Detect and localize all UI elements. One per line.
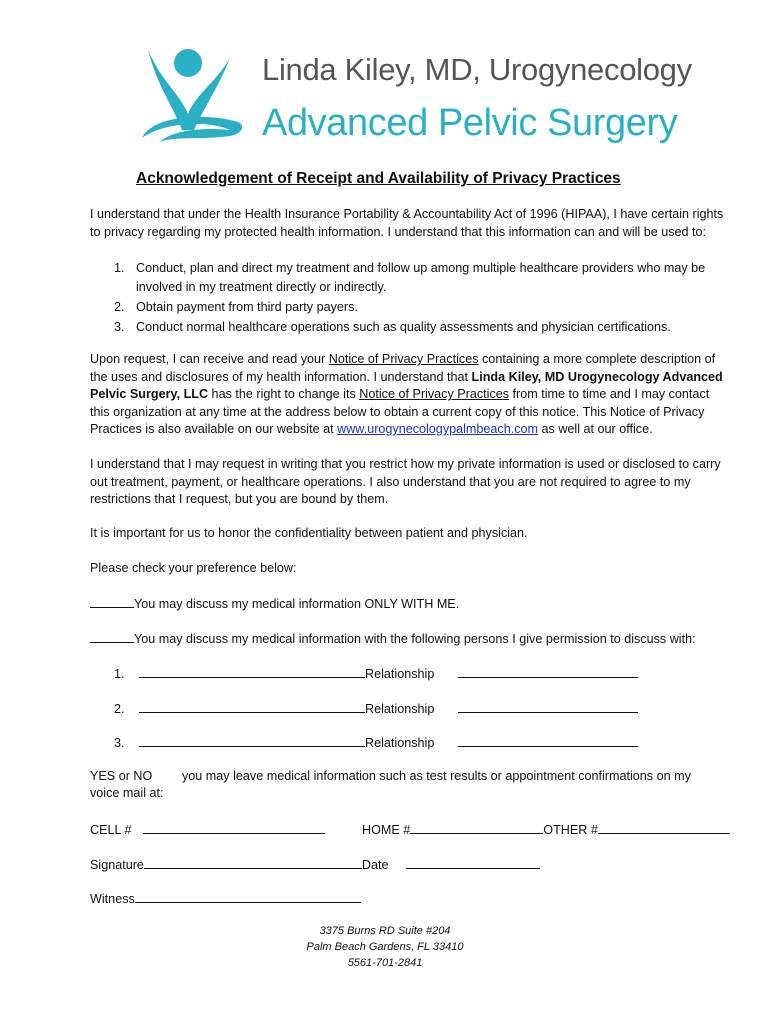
relationship-field[interactable]	[458, 734, 638, 747]
home-phone	[362, 821, 730, 837]
privacy-notice-paragraph: Upon request, I can receive and read your Notice of Privacy Practices containing a more complete description of the uses and disclosures of my health information. I understand that Linda Kiley, MD Urogynecology Advanced Pelvic Surgery, LLC has the right to change its Notice of Privacy Practices from time to time and I may contact this organization at any time at the address below to obtain a current copy of this notice. This Notice of Privacy Practices is also available on our website at www.urogynecologypalmbeach.com as well at our office.	[90, 352, 723, 436]
home-field[interactable]	[410, 821, 543, 834]
address-line-2: Palm Beach Gardens, FL 33410	[306, 941, 464, 953]
other-label: OTHER #	[543, 823, 598, 837]
privacy-notice-link[interactable]: Notice of Privacy Practices	[328, 352, 479, 366]
witness-label: Witness	[90, 892, 135, 906]
cell-label: CELL #	[90, 823, 132, 837]
list-item: 3. Conduct normal healthcare operations such as quality assessments and physician certifications.	[114, 320, 671, 334]
witness-row	[90, 890, 361, 906]
phone-row	[90, 821, 325, 837]
person-row: 2. Relationship	[114, 700, 638, 716]
relationship-field[interactable]	[458, 700, 638, 713]
date-field[interactable]	[406, 856, 540, 869]
list-item: 1. Conduct, plan and direct my treatment and follow up among multiple healthcare providers who may be involved in my treatment directly or indirectly.	[114, 261, 706, 294]
person-row: 3. Relationship	[114, 734, 638, 750]
option-only-me-checkline[interactable]	[90, 595, 134, 608]
signature-row	[90, 856, 540, 872]
voicemail-text-2: voice mail at:	[90, 786, 164, 800]
option-persons-checkline[interactable]	[90, 630, 134, 643]
signature-field[interactable]	[144, 856, 362, 869]
list-item: 2. Obtain payment from third party payers.	[114, 300, 358, 314]
practice-tagline: Advanced Pelvic Surgery	[262, 102, 678, 144]
witness-field[interactable]	[135, 890, 361, 903]
person-name-field[interactable]	[139, 700, 365, 713]
voicemail-yes-no[interactable]: YES or NO	[90, 769, 153, 783]
privacy-notice-link-2[interactable]: Notice of Privacy Practices	[359, 387, 510, 401]
intro-paragraph: I understand that under the Health Insurance Portability & Accountability Act of 1996 (HIPAA), I have certain rights to privacy regarding my protected health information. I understand that this information can and will be used to:	[90, 207, 724, 239]
relationship-field[interactable]	[458, 665, 638, 678]
website-link[interactable]: www.urogynecologypalmbeach.com	[337, 422, 539, 436]
practice-name: Linda Kiley, MD, Urogynecology	[262, 52, 692, 87]
person-row: 1. Relationship	[114, 665, 638, 681]
voicemail-text: you may leave medical information such as test results or appointment confirmations on my	[182, 769, 691, 783]
cell-field[interactable]	[143, 821, 325, 834]
preference-prompt: Please check your preference below:	[90, 561, 297, 575]
date-label: Date	[361, 858, 389, 872]
home-label: HOME #	[362, 823, 411, 837]
confidentiality-paragraph: It is important for us to honor the confidentiality between patient and physician.	[90, 526, 528, 540]
restrictions-paragraph: I understand that I may request in writing that you restrict how my private information is used or disclosed to carry out treatment, payment, or healthcare operations. I also understand that you are not required to agree to my restrictions that I request, but you are bound by them.	[90, 457, 721, 506]
person-name-field[interactable]	[139, 734, 365, 747]
other-field[interactable]	[598, 821, 730, 834]
option-only-me: You may discuss my medical information ONLY WITH ME.	[90, 595, 459, 611]
footer-phone: 5561-701-2841	[347, 957, 423, 969]
signature-label: Signature	[90, 858, 144, 872]
page-title: Acknowledgement of Receipt and Availability of Privacy Practices	[136, 170, 621, 187]
figure-meditation-logo-icon	[134, 42, 254, 152]
option-persons: You may discuss my medical information with the following persons I give permission to discuss with:	[90, 630, 696, 646]
person-name-field[interactable]	[139, 665, 365, 678]
footer-address	[0, 923, 770, 971]
address-line-1: 3375 Burns RD Suite #204	[319, 925, 451, 937]
